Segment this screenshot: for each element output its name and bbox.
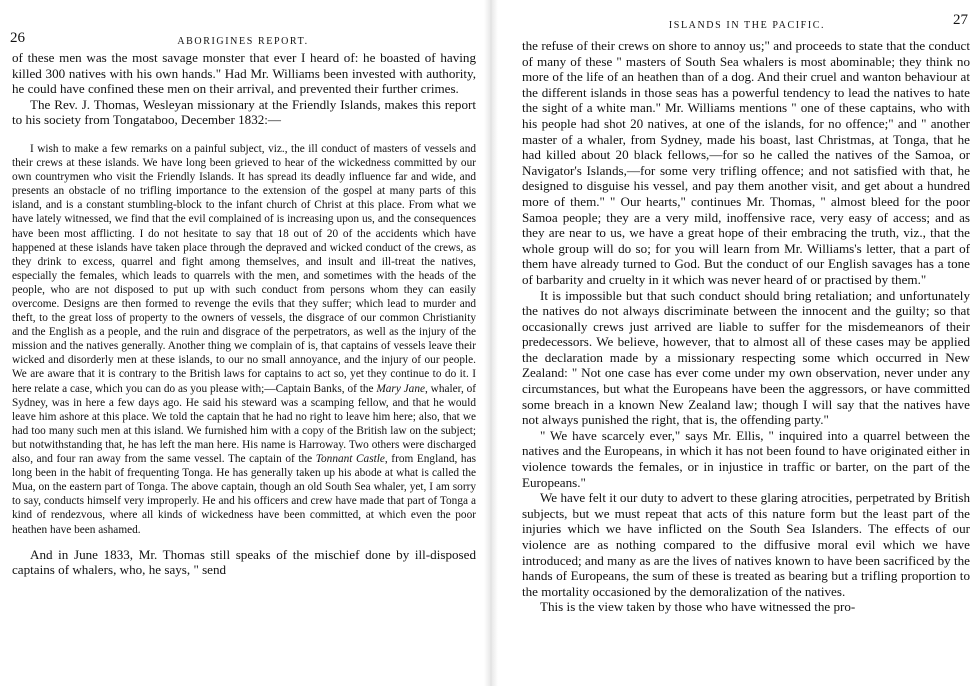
left-page [6, 0, 480, 686]
right-running-head [520, 0, 974, 38]
left-running-title: ABORIGINES REPORT. [177, 36, 309, 47]
quote-part-2: , whaler, of Sydney, was in here a few days ago. He said his steward was a scamping fellow, and that he would leave him ashore at this place. We told the captain that he had no right to leave him here; also, that we had too many such men at this island. We furnished him with a copy of the British law on the subject; but notwithstanding that, he has left the man here. His name is Harroway. Two others were discharged also, and four ran away from the same vessel. The captain of the [12, 382, 477, 466]
quoted-letter [12, 142, 476, 537]
paragraph-thomas: The Rev. J. Thomas, Wesleyan missionary at the Friendly Islands, makes this report to his society from Tongataboo, December 1832:— [12, 96, 476, 128]
left-page-body [6, 50, 480, 578]
paragraph-june-1833: And in June 1833, Mr. Thomas still speaks of the mischief done by ill-disposed captains of whalers, who, he says, " send [12, 546, 476, 578]
book-gutter [484, 0, 498, 686]
ship-name-tonnant-castle: Tonnant Castle [315, 453, 385, 466]
paragraph-view-taken: This is the view taken by those who have witnessed the pro- [540, 599, 856, 615]
quote-part-3: , from England, has long been in the habit of frequenting Tonga. He has generally taken up his abode at what is called the Mua, on the eastern part of Tonga. The above captain, though an old South Sea whaler, yet, I am sorry to say, conducts himself very improperly. He and his officers and crew have made that part of Tonga a kind of rendezvous, where all kinds of wickedness have been committed, at which even the poor heathen have been ashamed. [12, 453, 476, 536]
right-page [520, 0, 974, 686]
right-running-title: ISLANDS IN THE PACIFIC. [668, 20, 826, 31]
ship-name-mary-jane: Mary Jane [376, 382, 425, 395]
paragraph-refuse-of-crews: the refuse of their crews on shore to annoy us;" and proceeds to state that the conduct of many of these " masters of South Sea whalers is most abominable; they think no more of the life of an heathen than of a dog. And their cruel and wanton behaviour at the different islands in those seas has a powerful tendency to lead the natives to hate the sight of a white man." Mr. Williams mentions " one of these captains, who with his people had shot 20 natives, at one of the islands, for no offence;" and " another master of a whaler, from Sydney, made his boast, last Christmas, at Tonga, that he had killed about 20 black fellows,—for so he called the natives of the Samoa, or Navigator's Islands,—for some very trifling offence; and not satisfied with that, he designed to disguise his vessel, and pay them another visit, and get about a hundred more of them." " Our hearts," continues Mr. Thomas, " almost bleed for the poor Samoa people; they are a very mild, inoffensive race, very easy of access; and as they are near to us, we have a great hope of their embracing the truth, viz., that the whole group will do so; for you will learn from Mr. Williams's letter, that a part of them have already turned to God. But the conduct of our English savages has a tone of barbarity and cruelty in it which was never heard of or practised by them." [522, 38, 970, 287]
right-page-number: 27 [953, 12, 968, 28]
paragraph-intro: of these men was the most savage monster that ever I heard of: he boasted of having killed 300 natives with his own hands." Had Mr. Williams been invested with authority, he could have confined these men on their arrival, and prevented their further crimes. [12, 50, 476, 97]
paragraph-retaliation: It is impossible but that such conduct should bring retaliation; and unfortunately the natives do not always discriminate between the innocent and the guilty; so that occasionally crews just arrived are liable to suffer for the misdemeanors of their predecessors. We believe, however, that to almost all of these cases may be applied the declaration made by a missionary respecting some which occurred in New Zealand: " Not one case has ever come under my own observation, never under any circumstances, but what the Europeans have been the aggressors, or have committed some breach in a known New Zealand law; though I will say that the natives have not always punished the right, that is, the offending party." [522, 287, 970, 428]
left-page-number: 26 [10, 30, 25, 46]
paragraph-ellis: " We have scarcely ever," says Mr. Ellis, " inquired into a quarrel between the natives and the Europeans, in which it has not been found to have originated either in violence towards the females, or in injustice in traffic or barter, on the part of the Europeans." [522, 427, 970, 490]
paragraph-atrocities: We have felt it our duty to advert to these glaring atrocities, perpetrated by British subjects, but we must repeat that acts of this nature form but the least part of the injuries which we have inflicted on the South Sea Islanders. The effects of our violence are as nothing compared to the diffusive moral evil which we have introduced; and many as are the lives of natives known to have been sacrificed by the hands of Europeans, the sum of these is treated as bearing but a trifling proportion to the mortality occasioned by the demoralization of the natives. [522, 490, 970, 599]
quote-part-1: I wish to make a few remarks on a painful subject, viz., the ill conduct of masters of vessels and their crews at these islands. We have long been grieved to hear of the wickedness committed by our own countrymen who visit the Friendly Islands. It has spread its deadly influence far and wide, and presents an obstacle of no trifling importance to the extension of the gospel at many parts of this island, and is a constant stumbling-block to the infant church of Christ at this place. From what we have lately witnessed, we find that the evil complained of is increasing upon us, and the consequences have been most afflicting. I do not hesitate to say that 18 out of 20 of the accidents which have happened at these islands have taken place through the depraved and wicked conduct of the crews, as they drink to excess, quarrel and fight among themselves, and insult and ill-treat the natives, especially the females, which leads to quarrels with the men, and sometimes with the heads of the people, who are not disposed to put up with such conduct from persons whom they can easily overcome. Designs are then formed to revenge the evils that they suffer; which lead to murder and theft, to the great loss of property to the owners of vessels, the disgrace of our common Christianity and the English as a people, and the ruin and disgrace of the perpetrators, as well as the injury of the mission and the natives generally. Another thing we complain of is, that captains of vessels leave their wicked and disorderly men at these islands, to our no small annoyance, and the injury of our people. We are aware that it is contrary to the British laws for captains to act so, yet they continue to do it. I here relate a case, which you can do as you please with;—Captain Banks, of the [12, 142, 476, 395]
left-running-head [6, 0, 480, 50]
right-page-body [520, 38, 974, 615]
